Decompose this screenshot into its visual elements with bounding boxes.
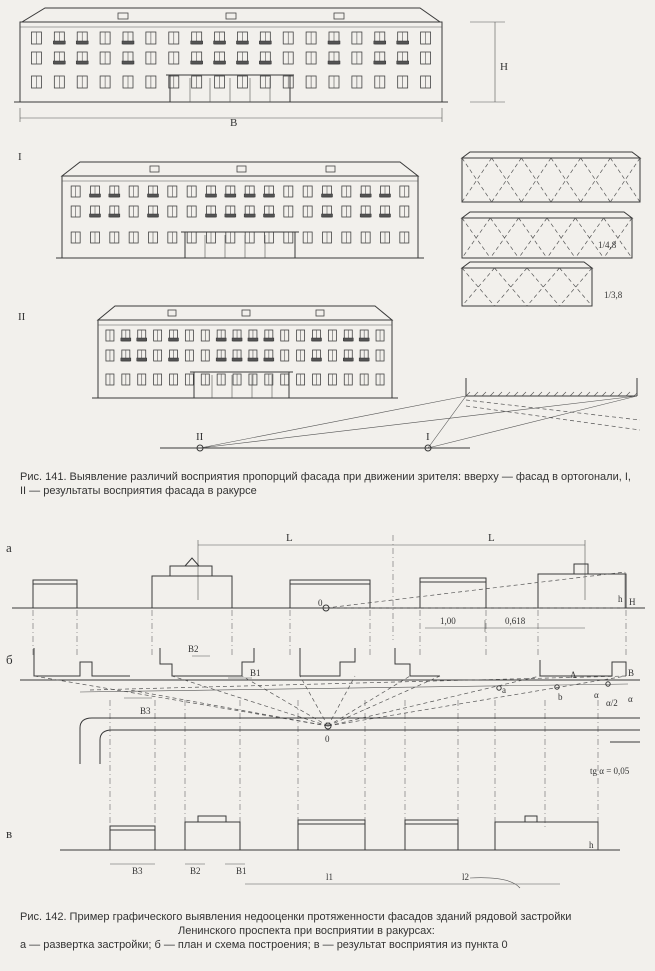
label-B2: В2 bbox=[188, 644, 199, 654]
label-L1: L bbox=[286, 532, 293, 544]
label-height: H bbox=[500, 61, 508, 73]
label-point-I: I bbox=[426, 431, 430, 443]
label-B-end: В bbox=[628, 668, 635, 678]
label-point-II: II bbox=[196, 431, 204, 443]
label-ratio-1: 1/4,8 bbox=[598, 240, 617, 250]
section-v-result bbox=[6, 816, 620, 888]
label-b: b bbox=[558, 692, 563, 702]
proportion-schematics bbox=[462, 152, 640, 306]
label-l1: l1 bbox=[326, 872, 334, 882]
label-dim-1: 1,00 bbox=[440, 616, 456, 626]
label-view-I: I bbox=[18, 151, 22, 163]
section-label-v: в bbox=[6, 826, 13, 841]
label-tg: tg α = 0,05 bbox=[590, 766, 630, 776]
caption-142-line2: Ленинского проспекта при восприятии в ракурсах: bbox=[178, 925, 435, 937]
caption-figure-141: Рис. 141. Выявление различий восприятия пропорций фасада при движении зрителя: вверху — фасад в ортогонали, I, II — результаты восприятия фасада в ракурсе bbox=[20, 471, 631, 497]
section-label-b: б bbox=[6, 652, 13, 667]
section-a-development bbox=[6, 532, 645, 640]
label-B3: В3 bbox=[140, 706, 151, 716]
label-h-v: h bbox=[589, 840, 594, 850]
label-dim-2: 0,618 bbox=[505, 616, 526, 626]
facade-orthogonal bbox=[14, 8, 508, 129]
label-A: А bbox=[570, 670, 577, 680]
caption-figure-142 bbox=[20, 910, 645, 952]
label-alpha-half: α/2 bbox=[606, 698, 618, 708]
label-a-angle: а bbox=[502, 685, 506, 695]
label-B3-v: В3 bbox=[132, 866, 143, 876]
label-zero: 0 bbox=[325, 734, 330, 744]
label-width: B bbox=[230, 117, 238, 129]
label-o-point: 0 bbox=[318, 598, 323, 608]
projection-lines bbox=[33, 610, 626, 830]
label-l2: l2 bbox=[462, 872, 470, 882]
label-L2: L bbox=[488, 532, 495, 544]
section-label-a: а bbox=[6, 540, 12, 555]
label-H-a: H bbox=[629, 597, 636, 607]
caption-142-line1: Рис. 142. Пример графического выявления недооценки протяженности фасадов зданий рядовой застройки bbox=[20, 911, 572, 923]
label-B2-v: В2 bbox=[190, 866, 201, 876]
label-alpha: α bbox=[594, 690, 599, 700]
caption-142-line3: а — развертка застройки; б — план и схема построения; в — результат восприятия из пункта 0 bbox=[20, 939, 508, 951]
facade-view-II bbox=[18, 306, 398, 398]
label-view-II: II bbox=[18, 311, 26, 323]
label-h-a: h bbox=[618, 594, 623, 604]
label-alpha-2: α bbox=[628, 694, 633, 704]
label-B1: В1 bbox=[250, 668, 261, 678]
facade-view-I bbox=[18, 151, 424, 258]
label-B1-v: В1 bbox=[236, 866, 247, 876]
label-ratio-2: 1/3,8 bbox=[604, 290, 623, 300]
